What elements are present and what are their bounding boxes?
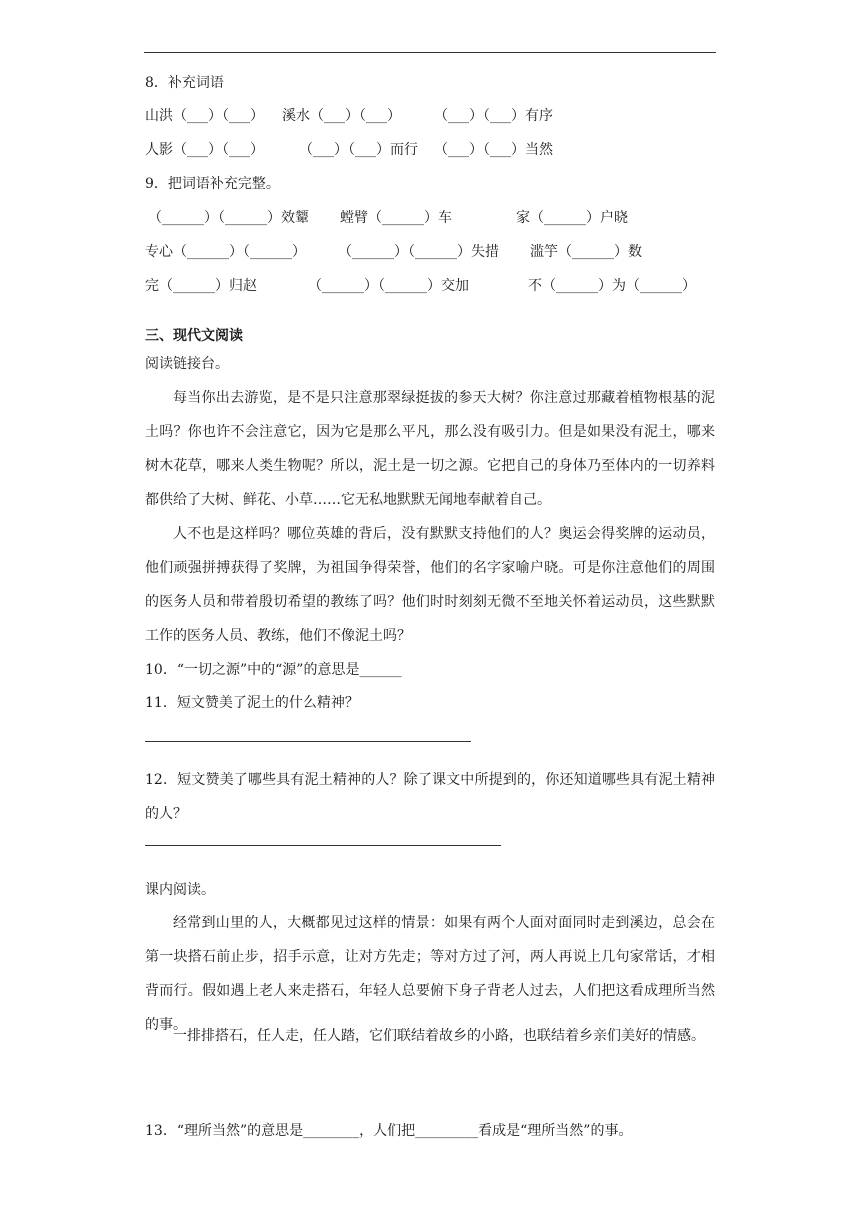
q9-item: 不（______）为（______） (528, 278, 696, 294)
q8-item: （___）（___）而行 (299, 142, 418, 158)
q10-text: 10．“一切之源”中的“源”的意思是______ (145, 662, 402, 678)
q8-item: （___）（___）有序 (434, 108, 553, 124)
passage2-paragraph-2: 一排排搭石，任人走，任人踏，它们联结着故乡的小路，也联结着乡亲们美好的情感。 (173, 1028, 705, 1044)
q12-text: 12．短文赞美了哪些具有泥土精神的人？除了课文中所提到的，你还知道哪些具有泥土精神的人？ (145, 772, 715, 822)
passage1-paragraph-1: 每当你出去游览，是不是只注意那翠绿挺拔的参天大树？你注意过那藏着植物根基的泥土吗？你也许不会注意它，因为它是那么平凡，那么没有吸引力。但是如果没有泥土，哪来树木花草，哪来人类生物呢？所以，泥土是一切之源。它把自己的身体乃至体内的一切养料都供给了大树、鲜花、小草……它无私地默默无闻地奉献着自己。 (145, 390, 715, 508)
q8-item: 溪水（___）（___） (282, 108, 401, 124)
q8-item: 人影（___）（___） (145, 142, 264, 158)
q9-item: 螳臂（______）车 (340, 210, 452, 226)
passage2-intro: 课内阅读。 (145, 882, 215, 898)
q9-item: 家（______）户晓 (516, 210, 628, 226)
q9-item: 完（______）归赵 (145, 278, 257, 294)
q9-item: （______）（______）效颦 (148, 210, 309, 226)
q11-text: 11．短文赞美了泥土的什么精神？ (145, 695, 359, 711)
page-top-rule (144, 52, 716, 53)
passage1-paragraph-2: 人不也是这样吗？哪位英雄的背后，没有默默支持他们的人？奥运会得奖牌的运动员，他们顽强拼搏获得了奖牌，为祖国争得荣誉，他们的名字家喻户晓。可是你注意他们的周围的医务人员和带着殷切希望的教练了吗？他们时时刻刻无微不至地关怀着运动员，这些默默工作的医务人员、教练，他们不像泥土吗？ (145, 526, 715, 644)
section-heading: 三、现代文阅读 (145, 328, 243, 344)
q9-item: 专心（______）（______） (145, 244, 306, 260)
passage1-intro: 阅读链接台。 (145, 356, 229, 372)
q8-item: 山洪（___）（___） (145, 108, 264, 124)
q8-title: 8．补充词语 (145, 75, 224, 91)
passage2-paragraph-1: 经常到山里的人，大概都见过这样的情景：如果有两个人面对面同时走到溪边，总会在第一块搭石前止步，招手示意，让对方先走；等对方过了河，两人再说上几句家常话，才相背而行。假如遇上老人来走搭石，年轻人总要俯下身子背老人过去，人们把这看成理所当然的事。 (145, 915, 715, 1033)
q11-answer-line (145, 741, 471, 742)
q8-item: （___）（___）当然 (434, 142, 553, 158)
q9-item: 滥竽（______）数 (530, 244, 642, 260)
q9-title: 9．把词语补充完整。 (145, 176, 280, 192)
q9-item: （______）（______）失措 (338, 244, 499, 260)
q12-answer-line (145, 845, 501, 846)
q13-text: 13．“理所当然”的意思是________，人们把_________看成是“理所当然”的事。 (145, 1123, 633, 1139)
q9-item: （______）（______）交加 (308, 278, 469, 294)
